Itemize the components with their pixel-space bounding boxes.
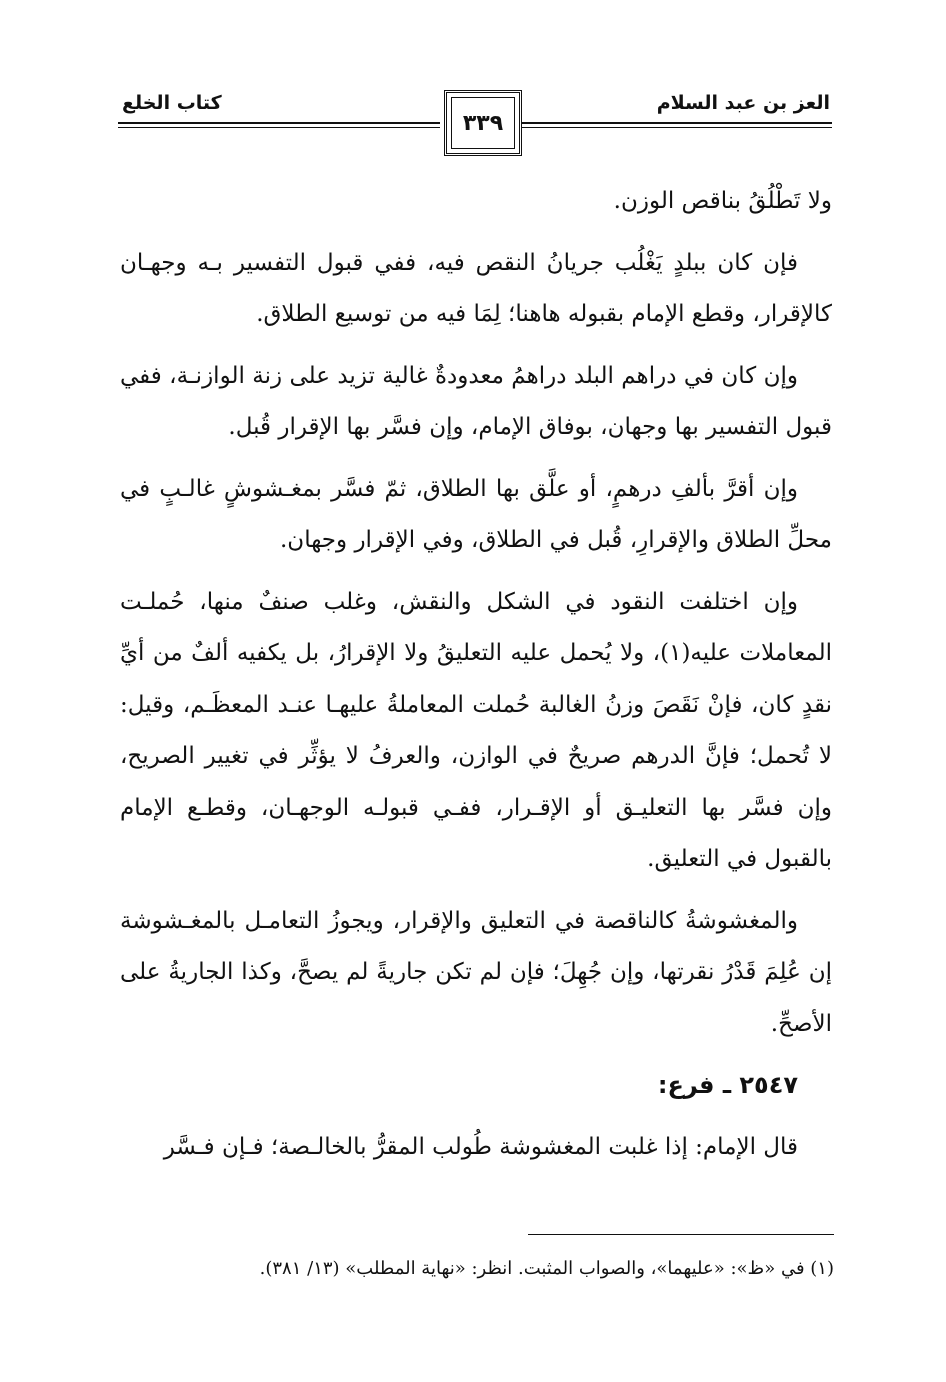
- branch-heading: ٢٥٤٧ ـ فرع:: [657, 1071, 798, 1099]
- paragraph: والمغشوشةُ كالناقصة في التعليق والإقرار، ويجوزُ التعامـل بالمغـشوشة إن عُلِمَ قَدْرُ نقرتها، وإن جُهِلَ؛ فإن لم تكن جاريةً لم يصحَّ، وكذا الجاريةُ على الأصحِّ.: [120, 907, 832, 1037]
- header-rule-left-thin: [118, 127, 440, 128]
- main-text: [120, 176, 832, 1183]
- header-rule-left: [118, 122, 440, 124]
- header-rule-right: [522, 122, 832, 124]
- author-name: العز بن عبد السلام: [656, 92, 830, 114]
- footnote-separator: [528, 1234, 834, 1235]
- footnote: (١) في «ظ»: «عليهما»، والصواب المثبت. انظر: «نهاية المطلب» (١٣/ ٣٨١).: [259, 1258, 834, 1279]
- paragraph: وإن كان في دراهم البلد دراهمُ معدودةٌ غالية تزيد على زنة الوازنـة، ففي قبول التفسير بها وجهان، بوفاق الإمام، وإن فسَّر بها الإقرار قُبل.: [120, 362, 832, 440]
- page-number: ٣٣٩: [462, 111, 504, 136]
- paragraph: وإن اختلفت النقود في الشكل والنقش، وغلب صنفٌ منها، حُملـت المعاملات عليه(١)، ولا يُحمل عليه التعليقُ ولا الإقرارُ، بل يكفيه ألفٌ من أيِّ نقدٍ كان، فإنْ نَقَصَ وزنُ الغالبة حُملت المعاملةُ عليهـا عنـد المعظَـم، وقيل: لا تُحمل؛ فإنَّ الدرهم صريحٌ في الوازن، والعرفُ لا يؤثِّر في تغيير الصريح، وإن فسَّر بها التعليـق أو الإقـرار، ففـي قبولـه الوجهـان، وقطـع الإمام بالقبول في التعليق.: [120, 588, 832, 872]
- page-header: [118, 90, 832, 160]
- paragraph: قال الإمام: إذا غلبت المغشوشة طُولب المقرُّ بالخالـصة؛ فـإن فـسَّر: [163, 1133, 798, 1160]
- header-rule-right-thin: [522, 127, 832, 128]
- paragraph: ولا تَطْلُقُ بناقص الوزن.: [613, 188, 832, 214]
- book-section-title: كتاب الخلع: [122, 92, 222, 114]
- page-number-frame: [444, 90, 522, 156]
- paragraph: وإن أقرَّ بألفِ درهمٍ، أو علَّق بها الطلاق، ثمّ فسَّر بمغـشوشٍ غالـبٍ في محلِّ الطلاق والإقرارِ، قُبل في الطلاق، وفي الإقرار وجهان.: [120, 475, 832, 553]
- paragraph: فإن كان ببلدٍ يَغْلُب جريانُ النقص فيه، ففي قبول التفسير بـه وجهـان كالإقرار، وقطع الإمام بقبوله هاهنا؛ لِمَا فيه من توسيع الطلاق.: [120, 249, 832, 327]
